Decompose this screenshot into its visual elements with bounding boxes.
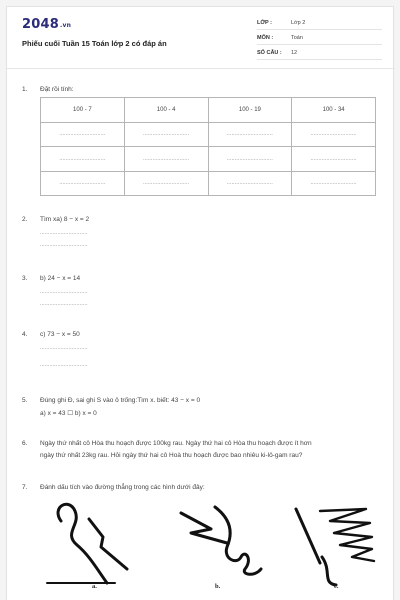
answer-cell[interactable]: ............................. xyxy=(292,122,376,147)
table-row xyxy=(41,171,376,196)
meta-question-count: SỐ CÂU : 12 xyxy=(257,47,382,60)
figure-c-zigzag xyxy=(320,509,374,561)
worksheet-page: 2048.vn Phiếu cuối Tuần 15 Toán lớp 2 có đáp án LỚP : Lớp 2 MÔN : Toán SỐ CÂU : 12 1. Đặt rồi tính: 100 - 7 100 - 4 100 - 19 100 - 34 ............................. ............................. ............................. ............................. ............................. ............................. ............................. ............................. ............................. ............................. ............................. ............................. 2. Tìm xa) 8 − x = 2 .............................. .............................. 3. b) 24 − x = 14 .............................. .............................. 4. c) 73 − x = 50 .............................. .............................. 5. Đúng ghi Đ, sai ghi S vào ô trống:Tìm x. biết: 43 − x = 0 a) x = 43 ☐ b) x = 0 6. Ngày thứ nhất cô Hòa thu hoạch được 100kg rau. Ngày thứ hai cô Hòa thu hoạch được ít hơn ngày thứ nhất 23kg rau. Hỏi ngày thứ hai cô Hoà thu hoạch được bao nhiêu ki-lô-gam rau? 7. Đánh dấu tích vào đường thẳng trong các hình dưới đây: a. b. c. xyxy=(6,6,394,600)
answer-cell[interactable]: ............................. xyxy=(292,171,376,196)
meta-class: LỚP : Lớp 2 xyxy=(257,17,382,30)
answer-line[interactable]: .............................. xyxy=(40,345,88,351)
worksheet-title: Phiếu cuối Tuần 15 Toán lớp 2 có đáp án xyxy=(22,39,167,48)
table-header-cell: 100 - 4 xyxy=(124,98,208,123)
site-logo[interactable]: 2048.vn xyxy=(22,17,72,32)
meta-subject: MÔN : Toán xyxy=(257,32,382,45)
answer-cell[interactable]: ............................. xyxy=(41,171,125,196)
figure-label-b: b. xyxy=(215,583,221,590)
answer-cell[interactable]: ............................. xyxy=(208,147,292,172)
figure-label-c: c. xyxy=(334,583,339,590)
answer-cell[interactable]: ............................. xyxy=(124,171,208,196)
figure-a-curve xyxy=(58,504,107,583)
answer-cell[interactable]: ............................. xyxy=(208,122,292,147)
answer-cell[interactable]: ............................. xyxy=(124,122,208,147)
answer-line[interactable]: .............................. xyxy=(40,301,88,307)
figure-c-curve xyxy=(322,557,336,585)
answer-cell[interactable]: ............................. xyxy=(41,147,125,172)
figure-c[interactable] xyxy=(292,499,382,589)
calculation-table xyxy=(40,97,376,196)
worksheet-meta xyxy=(257,17,382,62)
answer-line[interactable]: .............................. xyxy=(40,362,88,368)
answer-line[interactable]: .............................. xyxy=(40,289,88,295)
figure-label-a: a. xyxy=(92,583,97,590)
figure-b[interactable] xyxy=(167,499,277,589)
answer-cell[interactable]: ............................. xyxy=(41,122,125,147)
table-header-cell: 100 - 34 xyxy=(292,98,376,123)
figure-c-straight-line xyxy=(296,509,320,563)
figure-b-zigzag xyxy=(181,513,227,543)
answer-cell[interactable]: ............................. xyxy=(292,147,376,172)
figure-a-zigzag xyxy=(89,519,127,569)
table-header-row xyxy=(41,98,376,123)
answer-cell[interactable]: ............................. xyxy=(208,171,292,196)
answer-cell[interactable]: ............................. xyxy=(124,147,208,172)
table-header-cell: 100 - 19 xyxy=(208,98,292,123)
table-row xyxy=(41,122,376,147)
answer-line[interactable]: .............................. xyxy=(40,242,88,248)
answer-line[interactable]: .............................. xyxy=(40,230,88,236)
worksheet-header xyxy=(7,7,395,69)
figure-a[interactable] xyxy=(37,499,147,589)
table-header-cell: 100 - 7 xyxy=(41,98,125,123)
table-row xyxy=(41,147,376,172)
